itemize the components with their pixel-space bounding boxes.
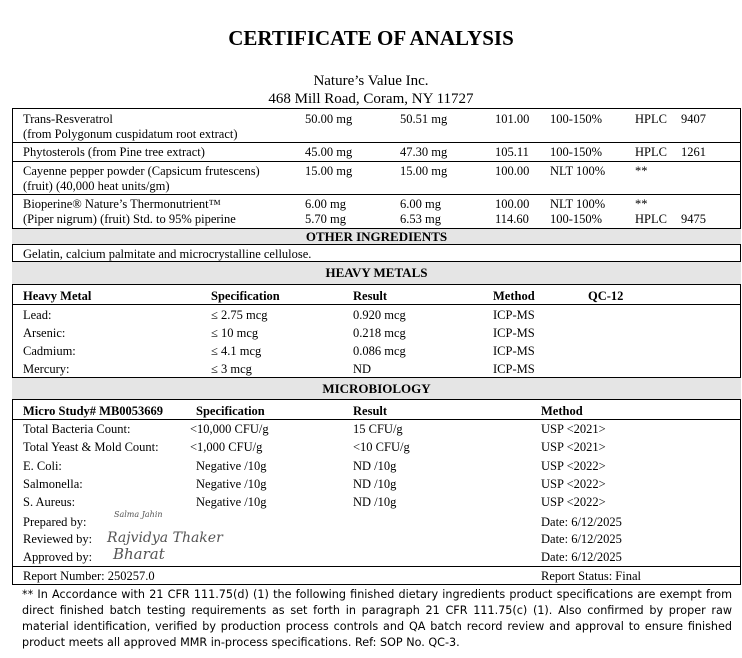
col-result: Result	[353, 404, 388, 418]
metal-spec: ≤ 3 mcg	[211, 362, 252, 376]
row-divider	[12, 566, 741, 567]
signoff-date: Date: 6/12/2025	[541, 515, 622, 529]
row-divider	[12, 304, 741, 305]
micro-method: USP <2021>	[541, 440, 606, 454]
spec-range: NLT 100%	[550, 164, 606, 178]
assay-result: 6.53 mg	[400, 212, 441, 226]
micro-study-number: Micro Study# MB0053669	[23, 404, 164, 418]
percent-claim: 100.00	[495, 164, 530, 178]
metal-spec: ≤ 2.75 mcg	[211, 308, 268, 322]
metal-result: ND	[353, 362, 372, 376]
spec-range: 100-150%	[550, 112, 603, 126]
company-address: 468 Mill Road, Coram, NY 11727	[268, 91, 474, 107]
percent-claim: 105.11	[495, 145, 529, 159]
ingredient-name: Trans-Resveratrol	[23, 112, 113, 126]
spec-range: 100-150%	[550, 212, 603, 226]
micro-test: E. Coli:	[23, 459, 62, 473]
assay-result: 15.00 mg	[400, 164, 448, 178]
ingredient-source: (from Polygonum cuspidatum root extract)	[23, 127, 238, 141]
ingredient-name: (Piper nigrum) (fruit) Std. to 95% piperine	[23, 212, 236, 226]
test-method: HPLC	[635, 112, 667, 126]
micro-result: <10 CFU/g	[353, 440, 410, 454]
ingredient-name: Cayenne pepper powder (Capsicum frutescens)	[23, 164, 260, 178]
report-status: Report Status: Final	[541, 569, 641, 583]
micro-spec: Negative /10g	[196, 459, 267, 473]
metal-method: ICP-MS	[493, 344, 535, 358]
micro-result: ND /10g	[353, 459, 397, 473]
micro-result: 15 CFU/g	[353, 422, 403, 436]
test-method: HPLC	[635, 212, 667, 226]
col-method: Method	[493, 289, 535, 303]
method-ref: 9407	[681, 112, 706, 126]
metal-result: 0.920 mcg	[353, 308, 406, 322]
metal-result: 0.218 mcg	[353, 326, 406, 340]
signature-approved: Bharat	[113, 545, 165, 563]
micro-method: USP <2022>	[541, 459, 606, 473]
method-ref: 1261	[681, 145, 706, 159]
row-divider	[12, 194, 741, 195]
signoff-label: Reviewed by:	[23, 532, 93, 546]
metal-result: 0.086 mcg	[353, 344, 406, 358]
micro-result: ND /10g	[353, 477, 397, 491]
microbiology-heading: MICROBIOLOGY	[12, 377, 741, 400]
report-number: Report Number: 250257.0	[23, 569, 155, 583]
metal-method: ICP-MS	[493, 362, 535, 376]
row-divider	[12, 142, 741, 143]
label-claim: 50.00 mg	[305, 112, 353, 126]
heavy-metals-heading: HEAVY METALS	[12, 261, 741, 285]
ingredient-name: Phytosterols (from Pine tree extract)	[23, 145, 205, 159]
metal-name: Arsenic:	[23, 326, 66, 340]
col-method: Method	[541, 404, 583, 418]
regulatory-footnote: ** In Accordance with 21 CFR 111.75(d) (1) the following finished dietary ingredients product specifications are exempt from direct finished batch testing requirements as set forth in paragraph 21 CFR 111.75(c) (1). Also confirmed by proper raw material identification, verified by production process controls and QA batch record review and approval to ensure finished product meets all approved MMR in-process specifications. Ref: SOP No. QC-3.	[22, 588, 732, 649]
qc-code: QC-12	[588, 289, 624, 303]
metal-spec: ≤ 10 mcg	[211, 326, 259, 340]
col-specification: Specification	[211, 289, 280, 303]
metal-method: ICP-MS	[493, 308, 535, 322]
ingredient-name: Bioperine® Nature’s Thermonutrient™	[23, 197, 221, 211]
test-method: **	[635, 197, 648, 211]
signoff-date: Date: 6/12/2025	[541, 532, 622, 546]
percent-claim: 114.60	[495, 212, 529, 226]
micro-method: USP <2022>	[541, 495, 606, 509]
spec-range: 100-150%	[550, 145, 603, 159]
signature-reviewed: Rajvidya Thaker	[107, 530, 223, 546]
row-divider	[12, 161, 741, 162]
micro-method: USP <2022>	[541, 477, 606, 491]
micro-spec: <10,000 CFU/g	[190, 422, 269, 436]
signoff-label: Approved by:	[23, 550, 93, 564]
label-claim: 45.00 mg	[305, 145, 353, 159]
document-title: CERTIFICATE OF ANALYSIS	[228, 26, 514, 50]
label-claim: 5.70 mg	[305, 212, 346, 226]
label-claim: 15.00 mg	[305, 164, 353, 178]
percent-claim: 101.00	[495, 112, 530, 126]
signature-prepared: Salma Jahin	[114, 510, 163, 519]
micro-spec: Negative /10g	[196, 495, 267, 509]
metal-name: Cadmium:	[23, 344, 76, 358]
col-specification: Specification	[196, 404, 265, 418]
micro-method: USP <2021>	[541, 422, 606, 436]
test-method: HPLC	[635, 145, 667, 159]
micro-test: Total Yeast & Mold Count:	[23, 440, 159, 454]
other-ingredients-text: Gelatin, calcium palmitate and microcrystalline cellulose.	[23, 247, 312, 261]
signoff-label: Prepared by:	[23, 515, 87, 529]
metal-method: ICP-MS	[493, 326, 535, 340]
micro-spec: <1,000 CFU/g	[190, 440, 263, 454]
micro-test: Total Bacteria Count:	[23, 422, 131, 436]
metal-name: Mercury:	[23, 362, 70, 376]
percent-claim: 100.00	[495, 197, 530, 211]
micro-result: ND /10g	[353, 495, 397, 509]
test-method: **	[635, 164, 648, 178]
micro-test: S. Aureus:	[23, 495, 76, 509]
assay-result: 6.00 mg	[400, 197, 441, 211]
signoff-date: Date: 6/12/2025	[541, 550, 622, 564]
row-divider	[12, 419, 741, 420]
metal-spec: ≤ 4.1 mcg	[211, 344, 262, 358]
col-heavy-metal: Heavy Metal	[23, 289, 92, 303]
spec-range: NLT 100%	[550, 197, 606, 211]
col-result: Result	[353, 289, 388, 303]
metal-name: Lead:	[23, 308, 52, 322]
other-ingredients-heading: OTHER INGREDIENTS	[12, 228, 741, 245]
micro-test: Salmonella:	[23, 477, 83, 491]
label-claim: 6.00 mg	[305, 197, 346, 211]
company-name: Nature’s Value Inc.	[313, 73, 429, 89]
ingredient-source: (fruit) (40,000 heat units/gm)	[23, 179, 170, 193]
assay-result: 47.30 mg	[400, 145, 448, 159]
assay-result: 50.51 mg	[400, 112, 448, 126]
method-ref: 9475	[681, 212, 706, 226]
micro-spec: Negative /10g	[196, 477, 267, 491]
